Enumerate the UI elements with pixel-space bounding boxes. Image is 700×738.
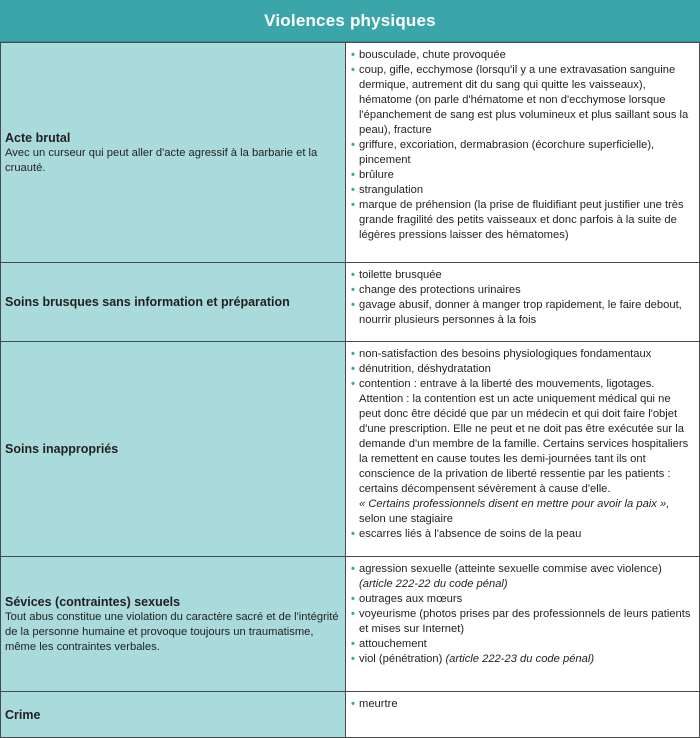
list-item — [350, 377, 695, 527]
category-cell — [1, 342, 346, 557]
category-cell — [1, 43, 346, 263]
list-item: • escarres liés à l'absence de soins de la peau — [350, 527, 695, 542]
item-list — [350, 347, 695, 542]
table-row — [1, 557, 700, 692]
list-item: • gavage abusif, donner à manger trop rapidement, le faire debout, nourrir plusieurs personnes à la fois — [350, 298, 695, 328]
list-item: • strangulation — [350, 183, 695, 198]
list-item: • dénutrition, déshydratation — [350, 362, 695, 377]
list-item — [350, 562, 695, 592]
items-cell — [346, 342, 700, 557]
list-item: • voyeurisme (photos prises par des professionnels de leurs patients et mises sur Internet) — [350, 607, 695, 637]
item-text: viol (pénétration) — [359, 653, 443, 665]
quote-source: selon une stagiaire — [359, 513, 453, 525]
items-cell — [346, 43, 700, 263]
list-item — [350, 652, 695, 667]
quote-text: « Certains professionnels disent en mettre pour avoir la paix », — [359, 498, 670, 510]
category-title: Sévices (contraintes) sexuels — [5, 594, 181, 609]
category-description: Tout abus constitue une violation du caractère sacré et de l'intégrité de la personne humaine et provoque toujours un traumatisme, même les contraintes verbales. — [5, 610, 339, 653]
category-description: Avec un curseur qui peut aller d'acte agressif à la barbarie et la cruauté. — [5, 146, 318, 174]
list-item: • attouchement — [350, 637, 695, 652]
items-cell — [346, 692, 700, 738]
table-title: Violences physiques — [0, 0, 700, 42]
contention-text: contention : entrave à la liberté des mouvements, ligotages. Attention : la contention est un acte uniquement médical qui ne peut donc être décidé que par un médecin et qui doit faire l'objet d'une prescription. Elle ne peut et ne doit pas être exécutée sur la demande d'un membre de la famille. Certains services hospitaliers la remettent en cause toutes les demi-journées tant ils ont conscience de la privation de liberté ressentie par les patients : certains décompensent sévèrement à cause d'elle. — [359, 378, 689, 495]
item-list — [350, 562, 695, 667]
list-item: • non-satisfaction des besoins physiologiques fondamentaux — [350, 347, 695, 362]
table-row — [1, 342, 700, 557]
category-title: Acte brutal — [5, 130, 71, 145]
list-item: • toilette brusquée — [350, 268, 695, 283]
item-list — [350, 697, 695, 712]
category-cell — [1, 263, 346, 342]
item-list — [350, 48, 695, 243]
item-list — [350, 268, 695, 328]
list-item: • marque de préhension (la prise de fluidifiant peut justifier une très grande fragilité des petits vaisseaux et donc parfois à la suite de légères pressions laisser des hématomes) — [350, 198, 695, 243]
category-cell — [1, 557, 346, 692]
list-item: • change des protections urinaires — [350, 283, 695, 298]
list-item: • coup, gifle, ecchymose (lorsqu'il y a une extravasation sanguine dermique, autrement dit du sang qui quitte les vaisseaux), hématome (on parle d'hématome et non d'ecchymose lorsque l'épanchement de sang est plus volumineux et plus saillant sous la peau), fracture — [350, 63, 695, 138]
category-title: Soins inappropriés — [5, 442, 119, 456]
items-cell — [346, 557, 700, 692]
category-title: Soins brusques sans information et préparation — [5, 295, 290, 309]
category-cell — [1, 692, 346, 738]
list-item: • brûlure — [350, 168, 695, 183]
article-reference: (article 222-22 du code pénal) — [359, 578, 508, 590]
table-row — [1, 263, 700, 342]
items-cell — [346, 263, 700, 342]
table-row — [1, 692, 700, 738]
list-item: • bousculade, chute provoquée — [350, 48, 695, 63]
category-title: Crime — [5, 707, 41, 722]
article-reference: (article 222-23 du code pénal) — [445, 653, 595, 665]
list-item: • meurtre — [350, 697, 695, 712]
list-item: • outrages aux mœurs — [350, 592, 695, 607]
table-row — [1, 43, 700, 263]
violence-grid — [0, 42, 700, 738]
item-text: agression sexuelle (atteinte sexuelle commise avec violence) — [359, 563, 662, 575]
list-item: • griffure, excoriation, dermabrasion (écorchure superficielle), pincement — [350, 138, 695, 168]
